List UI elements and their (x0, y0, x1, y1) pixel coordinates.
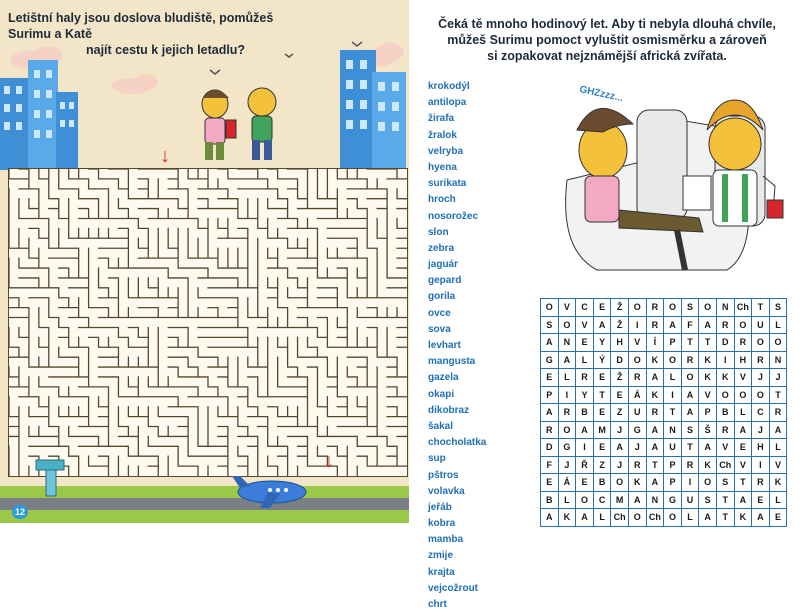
grid-cell[interactable]: A (611, 439, 629, 457)
grid-cell[interactable]: F (541, 456, 559, 474)
grid-row (541, 509, 787, 527)
grid-cell[interactable]: S (681, 421, 699, 439)
grid-cell[interactable]: T (699, 334, 717, 352)
grid-cell[interactable]: L (769, 491, 787, 509)
wordsearch-title (427, 16, 787, 64)
grid-cell[interactable]: T (681, 439, 699, 457)
grid-cell[interactable]: Ch (716, 456, 734, 474)
maze-title-line-2: najít cestu k jejich letadlu? (86, 43, 246, 57)
grid-cell[interactable]: P (664, 334, 682, 352)
grid-cell[interactable]: V (734, 369, 752, 387)
grid-cell[interactable]: O (699, 474, 717, 492)
grid-cell[interactable]: O (752, 334, 770, 352)
word-search-grid[interactable] (540, 298, 787, 527)
maze-path (9, 169, 407, 476)
grid-cell[interactable]: B (576, 404, 594, 422)
grid-cell[interactable]: O (611, 474, 629, 492)
word-list-item: mangusta (428, 356, 476, 368)
grid-cell[interactable]: U (752, 316, 770, 334)
maze-start-arrow: ↓ (160, 145, 170, 167)
grid-cell[interactable]: A (541, 509, 559, 527)
grid-cell[interactable]: L (769, 316, 787, 334)
word-list-item: levhart (428, 340, 461, 351)
grid-cell[interactable]: L (576, 351, 594, 369)
word-list-item: velryba (428, 145, 464, 157)
grid-cell[interactable]: A (646, 474, 664, 492)
grid-row (541, 456, 787, 474)
word-list-item: sova (428, 323, 451, 335)
grid-cell[interactable]: Z (593, 456, 611, 474)
grid-cell[interactable]: J (611, 421, 629, 439)
grid-cell[interactable]: R (752, 474, 770, 492)
grid-cell[interactable]: N (646, 491, 664, 509)
grid-cell[interactable]: R (541, 421, 559, 439)
word-list-item: surikata (428, 178, 467, 190)
grid-row (541, 299, 787, 317)
grid-cell[interactable]: E (734, 439, 752, 457)
grid-cell[interactable]: V (558, 299, 576, 317)
grid-cell[interactable]: P (664, 456, 682, 474)
control-tower-icon (34, 458, 74, 500)
grid-cell[interactable]: J (628, 439, 646, 457)
grid-cell[interactable]: L (558, 491, 576, 509)
grid-cell[interactable]: Y (593, 334, 611, 352)
grid-cell[interactable]: R (769, 404, 787, 422)
grid-cell[interactable]: E (541, 474, 559, 492)
grid-cell[interactable]: A (628, 491, 646, 509)
grid-cell[interactable]: E (769, 509, 787, 527)
word-list-item: hyena (428, 161, 457, 173)
grid-cell[interactable]: H (611, 334, 629, 352)
grid-cell[interactable]: R (646, 404, 664, 422)
grid-cell[interactable]: T (752, 299, 770, 317)
grid-cell[interactable]: A (681, 386, 699, 404)
grid-cell[interactable]: A (752, 509, 770, 527)
left-page (0, 0, 409, 523)
grid-cell[interactable]: Ch (734, 299, 752, 317)
wordsearch-title-line-3: si zopakovat nejznámější africká zvířata. (487, 49, 727, 63)
word-list-item: chocholatka (428, 437, 487, 449)
right-buildings-icon (340, 50, 406, 170)
grid-cell[interactable]: D (611, 351, 629, 369)
grid-cell[interactable]: R (716, 421, 734, 439)
grid-cell[interactable]: V (769, 456, 787, 474)
word-list-item: ovce (428, 307, 451, 319)
grid-cell[interactable]: R (681, 351, 699, 369)
grid-cell[interactable]: R (576, 369, 594, 387)
grid-cell[interactable]: O (699, 299, 717, 317)
grid-cell[interactable]: A (646, 439, 664, 457)
grid-cell[interactable]: K (716, 369, 734, 387)
grid-cell[interactable]: O (628, 351, 646, 369)
word-list-item: sup (428, 453, 446, 465)
word-list-item: žralok (428, 129, 457, 141)
word-list-item: antilopa (428, 97, 467, 109)
grid-cell[interactable]: D (541, 439, 559, 457)
grid-cell[interactable]: I (628, 316, 646, 334)
grid-cell[interactable]: O (628, 509, 646, 527)
word-list-item: chrt (428, 599, 447, 610)
grid-cell[interactable]: T (664, 404, 682, 422)
grid-cell[interactable]: O (664, 351, 682, 369)
airplane-seats-illustration (527, 80, 797, 280)
grid-cell[interactable]: A (646, 369, 664, 387)
left-buildings-icon (0, 60, 78, 170)
grid-cell[interactable]: U (628, 404, 646, 422)
grid-cell[interactable]: A (699, 316, 717, 334)
word-list-item: žirafa (428, 113, 455, 125)
grid-cell[interactable]: L (734, 404, 752, 422)
grid-cell[interactable]: A (664, 316, 682, 334)
maze-title-line-1: Letištní haly jsou doslova bludiště, pomůžeš Surimu a Katě (8, 11, 274, 41)
grid-cell[interactable]: O (769, 334, 787, 352)
grid-cell[interactable]: R (734, 334, 752, 352)
grid-cell[interactable]: K (558, 509, 576, 527)
grid-cell[interactable]: A (734, 491, 752, 509)
grid-row (541, 351, 787, 369)
grid-cell[interactable]: A (558, 351, 576, 369)
grid-cell[interactable]: P (664, 474, 682, 492)
grid-cell[interactable]: V (734, 456, 752, 474)
word-list-item: zebra (428, 242, 455, 254)
page-number: 12 (12, 505, 28, 519)
grid-cell[interactable]: Á (558, 474, 576, 492)
grid-cell[interactable]: C (752, 404, 770, 422)
grid-cell[interactable]: J (752, 369, 770, 387)
grid-cell[interactable]: Z (611, 404, 629, 422)
grid-cell[interactable]: U (681, 491, 699, 509)
grid-cell[interactable]: I (681, 474, 699, 492)
grid-cell[interactable]: A (646, 421, 664, 439)
grid-cell[interactable]: A (541, 334, 559, 352)
grid-cell[interactable]: O (752, 386, 770, 404)
wordsearch-title-line-1: Čeká tě mnoho hodinový let. Aby ti nebyla dlouhá chvíle, (438, 17, 776, 31)
word-list-item: slon (428, 226, 449, 238)
grid-cell[interactable]: T (734, 474, 752, 492)
grid-cell[interactable]: C (593, 491, 611, 509)
grid-row (541, 334, 787, 352)
grid-cell[interactable]: V (576, 316, 594, 334)
grid-row (541, 474, 787, 492)
grid-cell[interactable]: O (681, 369, 699, 387)
grid-cell[interactable]: O (664, 509, 682, 527)
grid-cell[interactable]: S (716, 474, 734, 492)
grid-cell[interactable]: E (541, 369, 559, 387)
grid-cell[interactable]: A (699, 509, 717, 527)
grid-cell[interactable]: I (558, 386, 576, 404)
word-list-item: zmije (428, 550, 454, 562)
birds-icon (210, 42, 362, 74)
grid-cell[interactable]: R (628, 369, 646, 387)
grid-row (541, 439, 787, 457)
grid-cell[interactable]: H (734, 351, 752, 369)
grid-cell[interactable]: E (593, 369, 611, 387)
grid-cell[interactable]: O (576, 491, 594, 509)
grid-cell[interactable]: R (558, 404, 576, 422)
grid-cell[interactable]: K (769, 474, 787, 492)
grid-row (541, 386, 787, 404)
grid-cell[interactable]: M (611, 491, 629, 509)
grid-cell[interactable]: K (699, 456, 717, 474)
grid-cell[interactable]: K (628, 474, 646, 492)
word-list-item: okapi (428, 388, 455, 400)
grid-cell[interactable]: Š (699, 421, 717, 439)
grid-cell[interactable]: I (752, 456, 770, 474)
grid-cell[interactable]: K (699, 369, 717, 387)
grid-cell[interactable]: I (716, 351, 734, 369)
grid-cell[interactable]: J (558, 456, 576, 474)
word-list-item: nosorožec (428, 210, 479, 222)
word-list-item: pštros (428, 469, 459, 481)
grid-cell[interactable]: S (769, 299, 787, 317)
grid-cell[interactable]: L (558, 369, 576, 387)
grid-cell[interactable]: Ch (611, 509, 629, 527)
grid-cell[interactable]: Á (628, 386, 646, 404)
grid-cell[interactable]: A (593, 316, 611, 334)
word-list-item: jeřáb (428, 501, 452, 513)
maze-puzzle[interactable] (8, 168, 408, 477)
grid-cell[interactable]: T (716, 509, 734, 527)
grid-cell[interactable]: R (752, 351, 770, 369)
grid-cell[interactable]: R (716, 316, 734, 334)
grid-cell[interactable]: Ž (611, 299, 629, 317)
grid-cell[interactable]: R (628, 456, 646, 474)
grid-cell[interactable]: E (576, 474, 594, 492)
word-list-item: dikobraz (428, 404, 470, 416)
word-list-item: kobra (428, 518, 456, 530)
grid-cell[interactable]: T (716, 491, 734, 509)
grid-cell[interactable]: A (576, 509, 594, 527)
grid-cell[interactable]: G (541, 351, 559, 369)
grid-cell[interactable]: K (699, 351, 717, 369)
word-list-item: gepard (428, 275, 462, 287)
grid-cell[interactable]: J (752, 421, 770, 439)
city-skyline-illustration (0, 40, 409, 170)
grid-row (541, 316, 787, 334)
grid-cell[interactable]: A (699, 439, 717, 457)
grid-cell[interactable]: M (593, 421, 611, 439)
grid-cell[interactable]: G (558, 439, 576, 457)
grid-cell[interactable]: I (576, 439, 594, 457)
grid-cell[interactable]: R (646, 299, 664, 317)
grid-cell[interactable]: O (716, 386, 734, 404)
grid-cell[interactable]: R (646, 316, 664, 334)
grid-cell[interactable]: C (576, 299, 594, 317)
grid-row (541, 421, 787, 439)
grid-cell[interactable]: D (716, 334, 734, 352)
grid-cell[interactable]: I (664, 386, 682, 404)
word-list-item: vejcožrout (428, 582, 479, 594)
grid-cell[interactable]: G (628, 421, 646, 439)
grid-row (541, 491, 787, 509)
grid-cell[interactable]: S (541, 316, 559, 334)
grid-cell[interactable]: S (699, 491, 717, 509)
grid-cell[interactable]: P (541, 386, 559, 404)
grid-cell[interactable]: Ch (646, 509, 664, 527)
grid-cell[interactable]: A (734, 421, 752, 439)
grid-cell[interactable]: U (664, 439, 682, 457)
right-page (409, 0, 800, 610)
grid-cell[interactable]: O (734, 316, 752, 334)
grid-cell[interactable]: Ř (576, 456, 594, 474)
grid-cell[interactable]: L (664, 369, 682, 387)
grid-cell[interactable]: E (752, 491, 770, 509)
grid-cell[interactable]: A (769, 421, 787, 439)
grid-cell[interactable]: Ž (611, 316, 629, 334)
grid-cell[interactable]: F (681, 316, 699, 334)
grid-cell[interactable]: R (681, 456, 699, 474)
grid-row (541, 404, 787, 422)
grid-cell[interactable]: K (646, 351, 664, 369)
grid-cell[interactable]: E (593, 404, 611, 422)
grid-cell[interactable]: V (699, 386, 717, 404)
word-list-item: krokodýl (428, 81, 470, 92)
grid-cell[interactable]: A (681, 404, 699, 422)
grid-cell[interactable]: B (541, 491, 559, 509)
grid-cell[interactable]: A (576, 421, 594, 439)
grid-cell[interactable]: V (716, 439, 734, 457)
grid-cell[interactable]: L (769, 439, 787, 457)
characters-illustration (202, 88, 276, 160)
grid-cell[interactable]: V (628, 334, 646, 352)
grid-cell[interactable]: Ž (611, 369, 629, 387)
grid-cell[interactable]: O (734, 386, 752, 404)
grid-cell[interactable]: O (558, 421, 576, 439)
word-list-item: hroch (428, 194, 456, 206)
grid-cell[interactable]: T (681, 334, 699, 352)
grid-cell[interactable]: J (769, 369, 787, 387)
grid-cell[interactable]: E (576, 334, 594, 352)
maze-exit-arrow: ↓ (324, 450, 334, 472)
grid-cell[interactable]: G (664, 491, 682, 509)
grid-cell[interactable]: E (593, 299, 611, 317)
grid-cell[interactable]: A (541, 404, 559, 422)
grid-cell[interactable]: K (646, 386, 664, 404)
grid-cell[interactable]: N (558, 334, 576, 352)
grid-cell[interactable]: T (769, 386, 787, 404)
word-list-item: jaguár (428, 259, 459, 271)
grid-cell[interactable]: O (628, 299, 646, 317)
grid-cell[interactable]: Í (646, 334, 664, 352)
grid-row (541, 369, 787, 387)
word-list-item: gazela (428, 372, 459, 384)
grid-cell[interactable]: B (716, 404, 734, 422)
grid-cell[interactable]: T (593, 386, 611, 404)
word-list-item: volavka (428, 485, 465, 497)
grid-cell[interactable]: E (593, 439, 611, 457)
grid-cell[interactable]: T (646, 456, 664, 474)
grid-cell[interactable]: L (593, 509, 611, 527)
grid-cell[interactable]: O (541, 299, 559, 317)
grid-cell[interactable]: N (769, 351, 787, 369)
grid-cell[interactable]: P (699, 404, 717, 422)
grid-cell[interactable]: Ý (593, 351, 611, 369)
snore-text: GHZzzz... (578, 84, 625, 105)
grid-cell[interactable]: N (664, 421, 682, 439)
airplane-icon (228, 470, 312, 510)
grid-cell[interactable]: O (664, 299, 682, 317)
word-list-item: gorila (428, 291, 456, 303)
grid-cell[interactable]: S (681, 299, 699, 317)
maze-walls (9, 169, 407, 476)
grid-cell[interactable]: H (752, 439, 770, 457)
grid-cell[interactable]: L (681, 509, 699, 527)
grid-cell[interactable]: O (558, 316, 576, 334)
grid-cell[interactable]: E (611, 386, 629, 404)
grid-cell[interactable]: Y (576, 386, 594, 404)
word-list-item: mamba (428, 534, 464, 546)
word-list-item: šakal (428, 420, 454, 432)
grid-cell[interactable]: N (716, 299, 734, 317)
word-list-item: krajta (428, 566, 455, 578)
grid-cell[interactable]: J (611, 456, 629, 474)
grid-cell[interactable]: B (593, 474, 611, 492)
grid-cell[interactable]: K (734, 509, 752, 527)
wordsearch-title-line-2: můžeš Surimu pomoct vyluštit osmisměrku a zároveň (447, 33, 767, 47)
